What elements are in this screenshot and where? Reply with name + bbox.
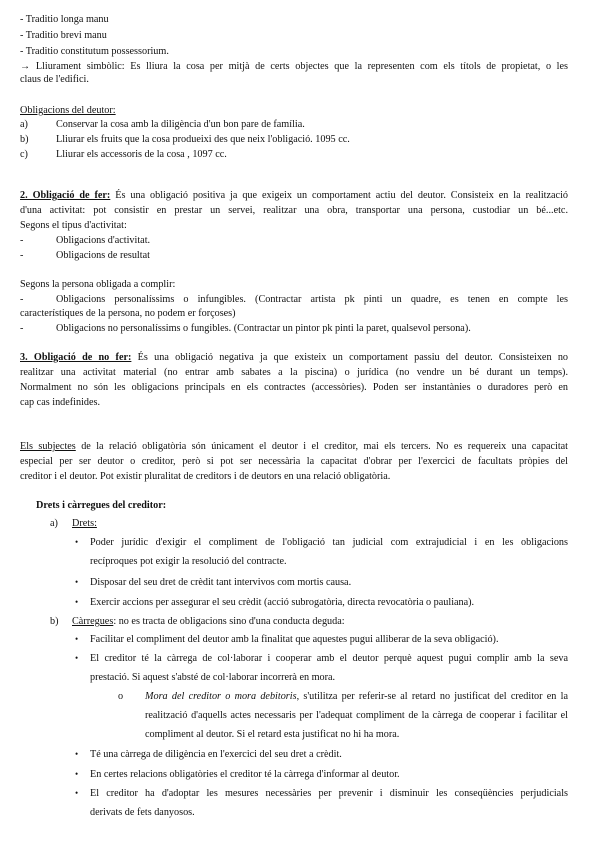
list-item: El creditor ha d'adoptar les mesures necessàries per prevenir i disminuir les conseqüències perjudicials: [90, 788, 568, 799]
list-item: En certes relacions obligatòries el creditor té la càrrega d'informar al deutor.: [90, 769, 400, 780]
list-item: Lliurar els accessoris de la cosa , 1097 cc.: [56, 149, 227, 160]
list-item: Obligacions personalíssims o infungibles. (Contractar artista pk pinti un quadre, es tenen en compte les: [56, 294, 568, 305]
paragraph-line: cap cas indefinides.: [20, 397, 101, 408]
bullet-icon: •: [75, 653, 79, 663]
list-marker: b): [50, 616, 59, 627]
list-item: - Traditio constitutum possessorium.: [20, 46, 169, 57]
list-item: El creditor té la càrrega de col·laborar i cooperar amb el deutor perquè aquest pugui complir amb la seva: [90, 653, 568, 664]
paragraph-line: Normalment no són les obligacions principals en els contractes (accessòries). Poden ser instantànies o duradores però en: [20, 382, 568, 393]
term-mora-creditoris: Mora del creditor o mora debitoris: [145, 691, 297, 702]
list-item-continuation: compliment al deutor. Si el retard esta justificat no hi ha mora.: [145, 729, 400, 740]
list-item-mora: Mora del creditor o mora debitoris, s'utilitza per referir-se al retard no justificat del creditor en la: [145, 691, 568, 702]
list-item: Obligacions no personalíssims o fungibles. (Contractar un pintor pk pinti la paret, qualsevol persona).: [56, 323, 471, 334]
section-heading-drets-carregues: Drets i càrregues del creditor:: [36, 500, 167, 511]
subheading-carregues-line: Càrregues: no es tracta de obligacions sino d'una conducta deguda:: [72, 616, 345, 627]
paragraph-line: especial per ser deutor o creditor, però si pot ser necessària la capacitat d'obrar per l'exercici de facultats pròpies del: [20, 456, 568, 467]
section-heading-obligacions-deutor: Obligacions del deutor:: [20, 105, 116, 116]
term-subjectes: Els subjectes: [20, 441, 76, 452]
paragraph-line: Segons el tipus d'activitat:: [20, 220, 127, 231]
section-heading-obligacio-no-fer: 3. Obligació de no fer:: [20, 352, 132, 363]
list-marker: a): [20, 119, 28, 130]
paragraph-line: claus de l'edifici.: [20, 74, 89, 85]
subheading-drets: Drets:: [72, 518, 97, 529]
section-heading-obligacio-fer: 2. Obligació de fer:: [20, 190, 111, 201]
dash-marker: -: [20, 323, 24, 334]
list-item-continuation: realització d'aquells actes necessaris per l'adequat compliment de la càrrega de cooperar i facilitar el: [145, 710, 568, 721]
bullet-icon: •: [75, 634, 79, 644]
dash-marker: -: [20, 235, 24, 246]
subheading-carregues: Càrregues: [72, 616, 114, 627]
bullet-icon: •: [75, 577, 79, 587]
paragraph-lliurament-simbolic: → Lliurament simbòlic: Es lliura la cosa per mitjà de certs objectes que la representen com els títols de propietat, o les: [20, 61, 568, 72]
bullet-icon: •: [75, 537, 79, 547]
paragraph-line: d'una activitat: pot consistir en prestar un servei, realitzar una obra, transportar una persona, custodiar un bé...etc.: [20, 205, 568, 216]
bullet-icon: •: [75, 749, 79, 759]
list-item-continuation: prestació. Si aquest s'absté de col·laborar incorrerà en mora.: [90, 672, 336, 683]
list-item: Té una càrrega de diligència en l'exercici del seu dret a crèdit.: [90, 749, 342, 760]
list-item: - Traditio brevi manu: [20, 30, 107, 41]
list-item-continuation: recíproques pot exigir la resolució del contracte.: [90, 556, 287, 567]
paragraph-line: Segons la persona obligada a complir:: [20, 279, 176, 290]
sub-bullet-icon: o: [118, 691, 124, 702]
bullet-icon: •: [75, 788, 79, 798]
list-item: Obligacions de resultat: [56, 250, 150, 261]
paragraph-obligacio-no-fer: 3. Obligació de no fer: És una obligació negativa ja que existeix un comportament passiu del deutor. Consisteixen no: [20, 352, 569, 363]
bullet-icon: •: [75, 769, 79, 779]
list-item: Exercir accions per assegurar el seu crèdit (acció subrogatòria, directa revocatòria o pauliana).: [90, 597, 475, 608]
bullet-icon: •: [75, 597, 79, 607]
list-item: Poder jurídic d'exigir el compliment de l'obligació tan judicial com extrajudicial i en les obligacions: [90, 537, 568, 548]
list-item: Disposar del seu dret de crèdit tant intervivos com mortis causa.: [90, 577, 352, 588]
dash-marker: -: [20, 250, 24, 261]
list-item-continuation: característiques de la persona, no podem er forçoses): [20, 308, 236, 319]
dash-marker: -: [20, 294, 24, 305]
list-marker: b): [20, 134, 29, 145]
list-marker: c): [20, 149, 28, 160]
paragraph-line: creditor i el deutor. Pot existir pluralitat de creditors i de deutors en una relació obligatòria.: [20, 471, 391, 482]
paragraph-line: realitzar una activitat material (no entrar amb sabates a la piscina) o jurídica (no vendre un bé durant un temps).: [20, 367, 568, 378]
list-item: - Traditio longa manu: [20, 14, 109, 25]
list-item: Facilitar el compliment del deutor amb la finalitat que aquestes pugui alliberar de la seva obligació).: [90, 634, 499, 645]
paragraph-obligacio-fer: 2. Obligació de fer: És una obligació positiva ja que exigeix un comportament actiu del deutor. Consisteix en la realització: [20, 190, 568, 201]
list-marker: a): [50, 518, 58, 529]
list-item-continuation: derivats de fets danyosos.: [90, 807, 195, 818]
list-item: Obligacions d'activitat.: [56, 235, 151, 246]
paragraph-subjectes: Els subjectes de la relació obligatòria són únicament el deutor i el creditor, mai els tercers. No es requereix una capacitat: [20, 441, 569, 452]
list-item: Lliurar els fruits que la cosa produeixi des que neix l'obligació. 1095 cc.: [56, 134, 350, 145]
list-item: Conservar la cosa amb la diligència d'un bon pare de família.: [56, 119, 305, 130]
